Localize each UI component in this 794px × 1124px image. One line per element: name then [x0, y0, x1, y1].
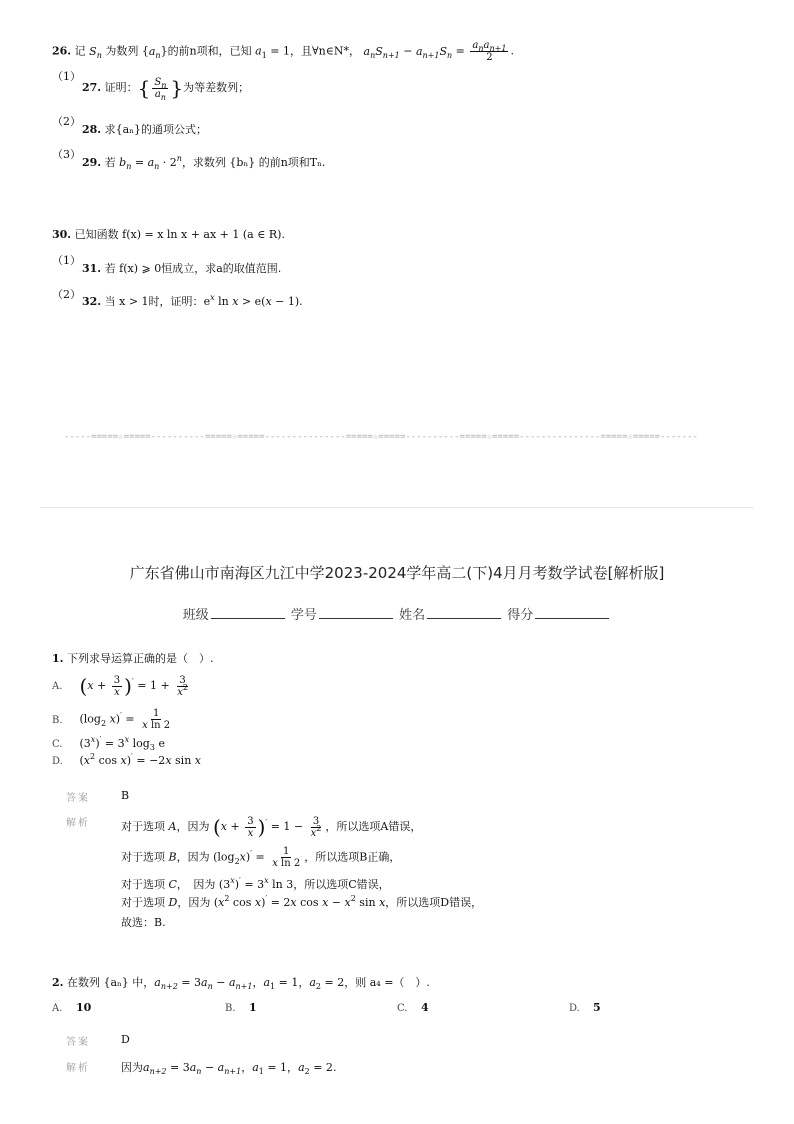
- option-c[interactable]: C. 4: [397, 1001, 429, 1014]
- question-2-stem: 2. 在数列 {aₙ} 中，$a_{n+2} = 3a_n - a_{n+1}$，$a_1 = 1$，$a_2 = 2$，则 a₄ =（ ）.: [52, 976, 430, 991]
- option-a[interactable]: A. (x + $\frac{3}{x}$ )′ = 1 + $\frac{3}{x^2}$: [52, 674, 188, 698]
- part-label: （3）: [52, 148, 81, 161]
- page-separator: -----=====☆=====----------=====☆=====---------------=====☆=====----------=====☆=====---------------=====☆=====-------: [64, 432, 698, 442]
- part-label: （1）: [52, 70, 81, 83]
- option-c[interactable]: C. $(3^x)' = 3^x$ $\log_3 e$: [52, 735, 165, 752]
- part-label: （2）: [52, 115, 81, 128]
- part-label: （2）: [52, 288, 81, 301]
- question-32: 32. 当 x > 1时，证明：$e^x$ ln x > e(x − 1).: [82, 293, 303, 308]
- analysis-line-d: 对于选项 D，因为 ($x^2$ cos x)′ = 2x $\cos x - x^2$ sin x，所以选项D错误，: [121, 894, 483, 909]
- id-label: 学号: [290, 608, 317, 623]
- answer-value: B: [121, 789, 130, 802]
- name-field[interactable]: [427, 606, 501, 619]
- question-26: 26. 记 $S_n$ 为数列 $\{a_n\}$的前n项和，已知 $a_1 = 1$，且∀n∈N*， $a_nS_{n+1} - a_{n+1}S_n$ = $\frac{a_na_{n+1}}{2}$ .: [52, 40, 514, 63]
- student-info-row: [0, 604, 794, 623]
- analysis-label: 解析: [66, 818, 90, 829]
- id-field[interactable]: [319, 606, 393, 619]
- answer-label: 答案: [66, 793, 90, 804]
- class-field[interactable]: [211, 606, 285, 619]
- question-30: 30. 已知函数 f(x) = x ln x + ax + 1 (a ∈ R).: [52, 228, 285, 241]
- analysis-conclusion: 故选：B.: [121, 916, 166, 929]
- analysis-line-a: 对于选项 A，因为 (x + $\frac{3}{x}$ )′ = 1 − $\frac{3}{x^2}$ ，所以选项A错误，: [121, 815, 422, 839]
- question-28: 28. 求{aₙ}的通项公式；: [82, 123, 207, 136]
- option-a[interactable]: A. 10: [52, 1001, 92, 1014]
- option-b[interactable]: B. ($\log_2$ x)′ = $\frac{1}{\text{x ln 2}}$: [52, 708, 171, 731]
- divider: [40, 507, 754, 508]
- question-29: 29. 若 $b_n = a_n \cdot 2^n$，求数列 {bₙ} 的前n项和Tₙ.: [82, 154, 326, 171]
- score-field[interactable]: [535, 606, 609, 619]
- question-27: 27. 证明：{ $\frac{S_n}{a_n}$ }为等差数列；: [82, 76, 250, 102]
- option-d[interactable]: D. ($x^2$ cos x)′ = −2x sin x: [52, 752, 201, 767]
- question-1-stem: 1. 下列求导运算正确的是（ ）.: [52, 652, 214, 665]
- answer-label: 答案: [66, 1037, 90, 1048]
- analysis-line-c: 对于选项 C， 因为 $(3^x)' = 3^x$ ln 3，所以选项C错误，: [121, 876, 390, 891]
- answer-value: D: [121, 1033, 130, 1046]
- option-b[interactable]: B. 1: [225, 1001, 257, 1014]
- question-number: 26.: [52, 44, 72, 58]
- question-31: 31. 若 f(x) ⩾ 0恒成立，求a的取值范围.: [82, 262, 282, 275]
- score-label: 得分: [507, 608, 534, 623]
- analysis-line: 因为$a_{n+2} = 3a_n - a_{n+1}$，$a_1 = 1$，$a_2 = 2$.: [121, 1061, 337, 1076]
- option-d[interactable]: D. 5: [569, 1001, 601, 1014]
- page-title: 广东省佛山市南海区九江中学2023-2024学年高二(下)4月月考数学试卷[解析版]: [129, 564, 665, 582]
- fraction: $\frac{a_na_{n+1}}{2}$: [472, 40, 507, 63]
- analysis-label: 解析: [66, 1063, 90, 1074]
- analysis-line-b: 对于选项 B，因为 $(\log_2x)'$ = $\frac{1}{\text{x ln 2}}$ ，所以选项B正确，: [121, 846, 401, 869]
- name-label: 姓名: [399, 608, 426, 623]
- part-label: （1）: [52, 254, 81, 267]
- class-label: 班级: [182, 608, 209, 623]
